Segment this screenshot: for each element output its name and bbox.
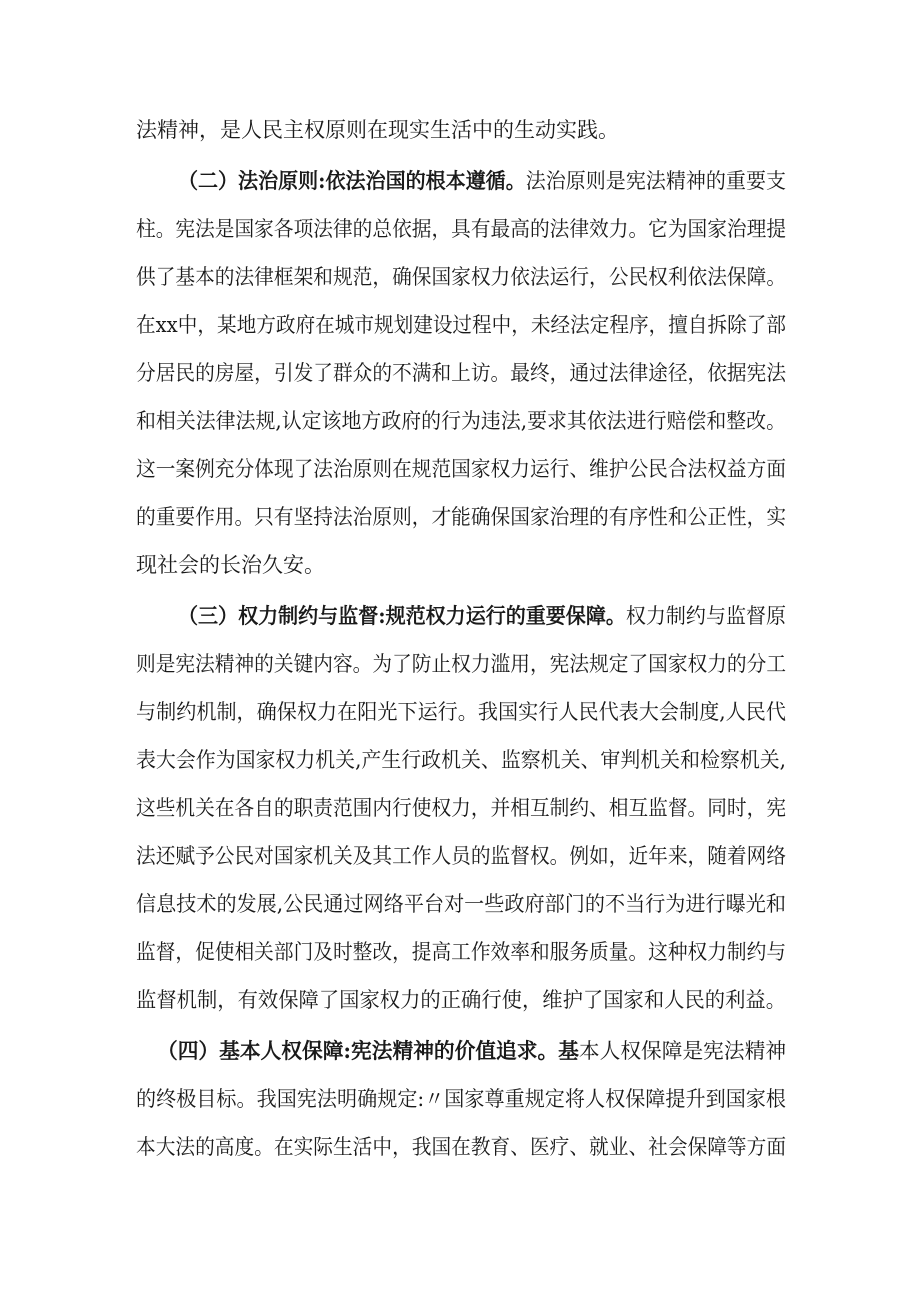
body-text: 法精神，是人民主权原则在现实生活中的生动实践。	[136, 118, 619, 142]
body-text: 现社会的长治久安。	[136, 553, 325, 577]
body-text: 信息技术的发展,公民通过网络平台对一些政府部门的不当行为进行曝光和	[136, 892, 786, 916]
section-heading-line	[0, 158, 920, 204]
section-heading-2: （二）法治原则:依法治国的根本遵循。	[178, 168, 526, 193]
body-line	[0, 206, 920, 252]
body-text: 则是宪法精神的关键内容。为了防止权力滥用，宪法规定了国家权力的分工	[136, 652, 787, 676]
body-line	[0, 833, 920, 879]
body-text: 表大会作为国家权力机关,产生行政机关、监察机关、审判机关和检察机关,	[136, 748, 786, 772]
body-line	[0, 494, 920, 540]
body-line	[0, 107, 920, 153]
body-line	[0, 881, 920, 927]
body-line	[0, 1124, 920, 1170]
section-heading-line	[0, 1028, 920, 1074]
body-line	[0, 254, 920, 300]
body-text: 和相关法律法规,认定该地方政府的行为违法,要求其依法进行赔偿和整改。	[136, 409, 786, 433]
body-text: 的重要作用。只有坚持法治原则，才能确保国家治理的有序性和公正性，实	[136, 505, 787, 529]
body-line	[0, 977, 920, 1023]
body-line	[0, 689, 920, 735]
body-line	[0, 350, 920, 396]
body-line	[0, 302, 920, 348]
body-text: 法还赋予公民对国家机关及其工作人员的监督权。例如，近年来，随着网络	[136, 844, 787, 868]
body-text: 这些机关在各自的职责范围内行使权力，并相互制约、相互监督。同时，宪	[136, 796, 787, 820]
section-heading-3: （三）权力制约与监督:规范权力运行的重要保障。	[178, 603, 626, 628]
body-text: 柱。宪法是国家各项法律的总依据，具有最高的法律效力。它为国家治理提	[136, 217, 787, 241]
body-line	[0, 929, 920, 975]
body-text: 法治原则是宪法精神的重要支	[525, 169, 786, 193]
section-heading-4: （四）基本人权保障:宪法精神的价值追求。基	[157, 1038, 579, 1063]
body-line	[0, 398, 920, 444]
body-text: 本大法的高度。在实际生活中，我国在教育、医疗、就业、社会保障等方面	[136, 1135, 787, 1159]
body-text: 监督机制，有效保障了国家权力的正确行使，维护了国家和人民的利益。	[136, 988, 787, 1012]
body-line	[0, 1076, 920, 1122]
body-text: 本人权保障是宪法精神	[578, 1039, 787, 1063]
body-line	[0, 641, 920, 687]
body-text: 监督，促使相关部门及时整改，提高工作效率和服务质量。这种权力制约与	[136, 940, 787, 964]
section-heading-line	[0, 593, 920, 639]
body-text: 在xx中，某地方政府在城市规划建设过程中，未经法定程序，擅自拆除了部	[136, 313, 786, 337]
body-line	[0, 542, 920, 588]
body-line	[0, 785, 920, 831]
body-text: 这一案例充分体现了法治原则在规范国家权力运行、维护公民合法权益方面	[136, 457, 787, 481]
body-text: 分居民的房屋，引发了群众的不满和上访。最终，通过法律途径，依据宪法	[136, 361, 787, 385]
body-text: 的终极目标。我国宪法明确规定:〃国家尊重规定将人权保障提升到国家根	[136, 1087, 787, 1111]
body-text: 与制约机制，确保权力在阳光下运行。我国实行人民代表大会制度,人民代	[136, 700, 786, 724]
body-line	[0, 737, 920, 783]
body-text: 供了基本的法律框架和规范，确保国家权力依法运行，公民权利依法保障。	[136, 265, 787, 289]
body-line	[0, 446, 920, 492]
body-text: 权力制约与监督原	[625, 604, 787, 628]
